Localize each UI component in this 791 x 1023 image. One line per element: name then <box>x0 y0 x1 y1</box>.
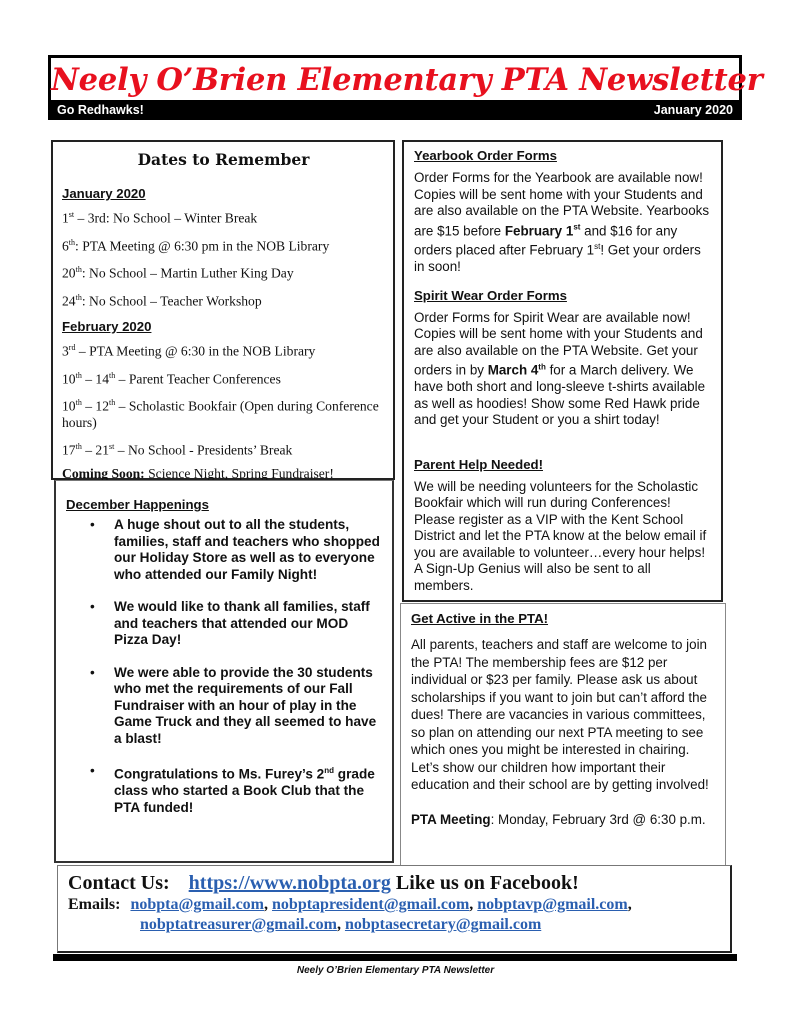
december-list <box>66 517 384 816</box>
get-active-title: Get Active in the PTA! <box>411 611 549 626</box>
email-link-treasurer[interactable]: nobptatreasurer@gmail.com <box>140 916 337 933</box>
spirit-wear-body: Order Forms for Spirit Wear are available now! Copies will be sent home with your Students and are also available on the PTA Website. Get your orders in by March 4th for a March delivery. We have both short and long-sleeve t-shirts available as well as hoodies! Show some Red Hawk pride and get your Student or you a shirt today! <box>414 309 706 428</box>
yearbook-title: Yearbook Order Forms <box>414 148 557 163</box>
tagline: Go Redhawks! <box>57 103 144 117</box>
emails-line-2: nobptatreasurer@gmail.com, nobptasecretary@gmail.com <box>140 916 542 933</box>
month-heading-january: January 2020 <box>62 186 146 201</box>
facebook-text: Like us on Facebook! <box>395 872 579 894</box>
footer-divider <box>53 954 737 961</box>
spirit-wear-title: Spirit Wear Order Forms <box>414 287 567 303</box>
get-active-box <box>400 603 726 869</box>
date-item: 3rd – PTA Meeting @ 6:30 in the NOB Library <box>62 343 316 359</box>
bullet-icon: • <box>90 599 95 614</box>
bullet-icon: • <box>90 763 95 778</box>
contact-line <box>68 871 730 895</box>
list-item: • A huge shout out to all the students, families, staff and teachers who shopped our Holiday Store as well as to everyone who attended our Family Night! <box>90 517 380 582</box>
emails-line: Emails: nobpta@gmail.com, nobptapresident@gmail.com, nobptavp@gmail.com, <box>68 896 632 913</box>
masthead-bar <box>48 100 742 120</box>
date-item: 10th – 14th – Parent Teacher Conferences <box>62 370 281 387</box>
newsletter-title: Neely O’Brien Elementary PTA Newsletter <box>51 62 763 98</box>
email-link-secretary[interactable]: nobptasecretary@gmail.com <box>344 916 542 933</box>
list-item: • We were able to provide the 30 students who met the requirements of our Fall Fundraiser with an hour of play in the Game Truck and they all seemed to have a blast! <box>90 664 377 746</box>
date-item: 20th: No School – Martin Luther King Day <box>62 265 294 281</box>
yearbook-body: Order Forms for the Yearbook are available now! Copies will be sent home with your Students and are also available on the PTA Website. Yearbooks are $15 before February 1st and $16 for any orders placed after February 1st! Get your orders in soon! <box>414 170 710 275</box>
get-active-body: All parents, teachers and staff are welcome to join the PTA! The membership fees are $12 per individual or $23 per family. Please ask us about scholarships if you want to join but can’t afford the dues! There are vacancies in various committees, so plan on attending our next PTA meeting to see which ones you might be interested in chairing. Let’s show our children how important their education and their school are by getting involved! <box>411 637 709 792</box>
date-item: 1st – 3rd: No School – Winter Break <box>62 210 258 226</box>
date-item: 24th: No School – Teacher Workshop <box>62 292 262 309</box>
pta-meeting-info: PTA Meeting: Monday, February 3rd @ 6:30 p.m. <box>411 811 706 827</box>
footer-text: Neely O’Brien Elementary PTA Newsletter <box>296 965 495 976</box>
order-forms-box <box>402 140 723 602</box>
bullet-icon: • <box>90 517 95 532</box>
date-item: 6th: PTA Meeting @ 6:30 pm in the NOB Library <box>62 237 330 254</box>
email-link-president[interactable]: nobptapresident@gmail.com <box>272 896 470 913</box>
dates-to-remember-box <box>51 140 395 480</box>
parent-help-title: Parent Help Needed! <box>414 456 543 472</box>
december-title: December Happenings <box>66 497 209 512</box>
masthead <box>48 55 763 120</box>
date-item: 17th – 21st – No School - Presidents’ Break <box>62 441 293 458</box>
parent-help-body: We will be needing volunteers for the Scholastic Bookfair which will run during Conferences! Please register as a VIP with the Kent School District and let the PTA know at the below email if you are available to volunteer…every hour helps! A Sign-Up Genius will also be sent to all members. <box>414 478 707 593</box>
list-item: • We would like to thank all families, staff and teachers that attended our MOD Pizza Day! <box>90 599 370 647</box>
december-happenings-box <box>54 480 394 863</box>
issue-date: January 2020 <box>653 103 733 117</box>
contact-label: Contact Us: <box>68 872 170 894</box>
list-item: • Congratulations to Ms. Furey’s 2nd grade class who started a Book Club that the PTA funded! <box>90 763 375 815</box>
email-link-nobpta[interactable]: nobpta@gmail.com <box>130 896 265 913</box>
contact-box <box>57 865 732 953</box>
emails-label: Emails: <box>68 896 121 913</box>
coming-soon: Coming Soon: Science Night, Spring Fundraiser! <box>62 466 334 482</box>
date-item: 10th – 12th – Scholastic Bookfair (Open during Conference hours) <box>62 398 379 430</box>
dates-title: Dates to Remember <box>137 150 310 169</box>
website-link[interactable]: https://www.nobpta.org <box>188 872 391 894</box>
month-heading-february: February 2020 <box>62 319 152 335</box>
email-link-vp[interactable]: nobptavp@gmail.com <box>477 896 628 913</box>
bullet-icon: • <box>90 664 95 680</box>
